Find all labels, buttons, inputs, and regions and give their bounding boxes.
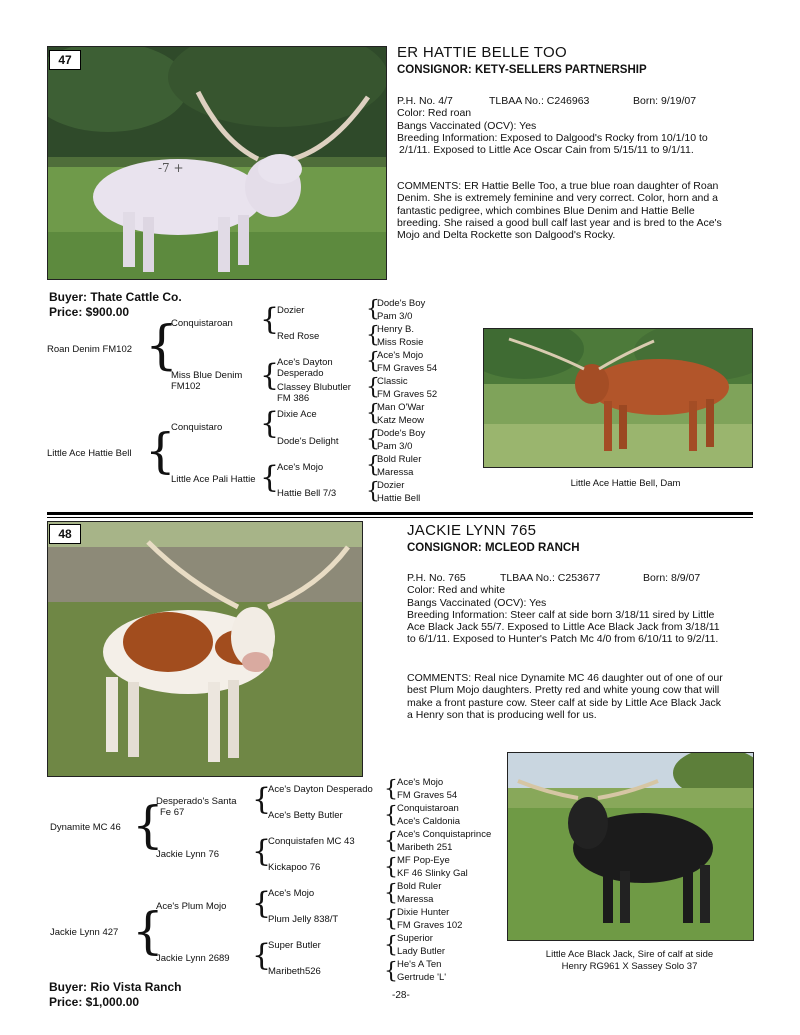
gen4-name: FM Graves 54	[397, 790, 458, 801]
gen4-name: Dixie Hunter	[397, 907, 450, 918]
gen4-name: FM Graves 52	[377, 389, 438, 400]
brace-icon: {	[260, 460, 280, 495]
gen4-name: Miss Rosie	[377, 337, 424, 348]
gen4-name: Bold Ruler	[397, 881, 442, 892]
lot48-sire-photo	[507, 752, 754, 941]
brace-icon: {	[384, 829, 398, 854]
dam-sire: Ace's Plum Mojo	[156, 901, 227, 912]
dam-dam: Little Ace Pali Hattie	[171, 474, 256, 485]
buyer: Buyer: Rio Vista Ranch	[49, 980, 182, 994]
comment-line: make a front pasture cow. Steer calf at side by Little Ace Black Jack	[407, 696, 721, 709]
color: Color: Red roan	[397, 107, 472, 120]
brace-icon: {	[145, 423, 176, 479]
lot48-buyer-block	[49, 980, 181, 1010]
gen3-name: Conquistafen MC 43	[268, 836, 355, 847]
dam: Jackie Lynn 427	[50, 927, 119, 938]
sire-sire-line: Fe 67	[160, 807, 185, 818]
dam-dam: Jackie Lynn 2689	[156, 953, 230, 964]
comment-line: breeding. She raised a good bull calf last year and is bred to the Ace's	[397, 216, 722, 229]
gen4-name: Bold Ruler	[377, 454, 422, 465]
gen3-name: Ace's Betty Butler	[268, 810, 343, 821]
sire: Dynamite MC 46	[50, 822, 121, 833]
gen3-name: Ace's Dayton Desperado	[268, 784, 373, 795]
gen4-name: Maressa	[397, 894, 434, 905]
gen4-name: Gertrude 'L'	[397, 972, 447, 983]
gen4-name: Maressa	[377, 467, 414, 478]
comment-line: best Plum Mojo daughters. Pretty red and white young cow that will	[407, 684, 720, 697]
gen3-name: Maribeth526	[268, 966, 321, 977]
brace-icon: {	[366, 297, 380, 322]
gen3-name: Red Rose	[277, 331, 320, 342]
lot47-consignor: CONSIGNOR: KETY-SELLERS PARTNERSHIP	[397, 64, 647, 76]
bangs-vaccinated: Bangs Vaccinated (OCV): Yes	[407, 596, 547, 609]
brace-icon: {	[260, 406, 280, 441]
gen3-line: Ace's Dayton	[277, 357, 333, 368]
brace-icon: {	[384, 777, 398, 802]
brace-icon: {	[260, 302, 280, 337]
gen4-name: FM Graves 54	[377, 363, 438, 374]
gen4-name: Ace's Conquistaprince	[397, 829, 492, 840]
comment-line: Mojo and Delta Rockette son Dalgood's Rocky.	[397, 229, 616, 242]
dam: Little Ace Hattie Bell	[47, 448, 132, 459]
breeding-line: Breeding Information: Steer calf at side born 3/18/11 sired by Little	[407, 608, 715, 621]
brace-icon: {	[260, 358, 280, 393]
born-date: Born: 9/19/07	[633, 95, 697, 107]
brace-icon: {	[252, 938, 272, 973]
gen4-name: Dode's Boy	[377, 428, 426, 439]
brace-icon: {	[384, 959, 398, 984]
sire: Roan Denim FM102	[47, 344, 133, 355]
gen3-name: Super Butler	[268, 940, 321, 951]
gen4-name: Ace's Mojo	[377, 350, 424, 361]
breeding-line: Ace Black Jack 55/7. Exposed to Little Ace Black Jack from 3/18/11	[407, 621, 720, 634]
gen4-name: MF Pop-Eye	[397, 855, 450, 866]
price: Price: $900.00	[49, 305, 130, 319]
lot48-consignor: CONSIGNOR: MCLEOD RANCH	[407, 542, 580, 554]
sire-sire	[156, 796, 237, 818]
breeding-line: 2/1/11. Exposed to Little Ace Oscar Cain from 5/15/11 to 9/1/11.	[399, 144, 694, 157]
gen4-name: He's A Ten	[397, 959, 442, 970]
svg-text:-7 +: -7 +	[158, 161, 184, 175]
sire-dam: Jackie Lynn 76	[156, 849, 220, 860]
gen4-name: Classic	[377, 376, 408, 387]
gen3-name: Dode's Delight	[277, 436, 339, 447]
brace-icon: {	[384, 803, 398, 828]
gen3-name: Ace's Mojo	[268, 888, 315, 899]
gen4-name: Hattie Bell	[377, 493, 421, 504]
caption-line: Little Ace Black Jack, Sire of calf at side	[545, 949, 714, 960]
brace-icon: {	[252, 782, 272, 817]
gen4-name: Superior	[397, 933, 433, 944]
brace-icon: {	[366, 453, 380, 478]
comment-line: a Henry son that is producing well for us.	[407, 708, 597, 721]
lot47-title: ER HATTIE BELLE TOO	[397, 44, 567, 61]
sire-sire: Conquistaroan	[171, 318, 233, 329]
brace-icon: {	[384, 881, 398, 906]
ph-number: P.H. No. 4/7	[397, 95, 453, 107]
brace-icon: {	[252, 886, 272, 921]
lot48-title: JACKIE LYNN 765	[407, 522, 537, 539]
gen4-name: KF 46 Slinky Gal	[397, 868, 468, 879]
gen4-name: FM Graves 102	[397, 920, 463, 931]
tlbaa-number: TLBAA No.: C246963	[489, 95, 590, 107]
buyer: Buyer: Thate Cattle Co.	[49, 290, 182, 304]
comment-line: fantastic pedigree, which combines Blue Denim and Hattie Belle	[397, 204, 695, 217]
brace-icon: {	[145, 316, 179, 376]
sire-dam-line: Miss Blue Denim	[171, 370, 243, 381]
brace-icon: {	[384, 855, 398, 880]
brace-icon: {	[252, 834, 272, 869]
dam-sire: Conquistaro	[171, 422, 223, 433]
gen3-line: FM 386	[277, 393, 310, 404]
brace-icon: {	[366, 323, 380, 348]
price: Price: $1,000.00	[49, 995, 140, 1009]
gen3-name: Plum Jelly 838/T	[268, 914, 339, 925]
sire-sire-line: Desperado's Santa	[156, 796, 237, 807]
brace-icon: {	[132, 796, 164, 854]
lot-number-badge: 48	[49, 524, 81, 544]
gen3-name: Dixie Ace	[277, 409, 317, 420]
gen4-name: Pam 3/0	[377, 441, 413, 452]
gen4-name: Man O'War	[377, 402, 425, 413]
breeding-line: to 6/1/11. Exposed to Hunter's Patch Mc 4/0 from 6/10/11 to 9/2/11.	[407, 633, 719, 646]
gen4-name: Ace's Mojo	[397, 777, 444, 788]
comment-line: COMMENTS: ER Hattie Belle Too, a true blue roan daughter of Roan	[397, 180, 719, 192]
comment-line: COMMENTS: Real nice Dynamite MC 46 daughter out of one of our	[407, 672, 723, 684]
gen4-name: Conquistaroan	[397, 803, 459, 814]
brace-icon: {	[366, 375, 380, 400]
born-date: Born: 8/9/07	[643, 572, 701, 584]
gen4-name: Maribeth 251	[397, 842, 453, 853]
color: Color: Red and white	[407, 584, 506, 597]
tlbaa-number: TLBAA No.: C253677	[500, 572, 601, 584]
brace-icon: {	[132, 902, 164, 960]
gen3-line: Desperado	[277, 368, 324, 379]
lot48-sire-caption	[507, 949, 752, 973]
brace-icon: {	[384, 907, 398, 932]
gen4-name: Henry B.	[377, 324, 414, 335]
brace-icon: {	[366, 427, 380, 452]
gen4-name: Ace's Caldonia	[397, 816, 461, 827]
brace-icon: {	[366, 349, 380, 374]
gen3-name: Ace's Mojo	[277, 462, 324, 473]
gen3-line: Classey Blubutler	[277, 382, 351, 393]
gen4-name: Lady Butler	[397, 946, 446, 957]
brace-icon: {	[366, 479, 380, 504]
gen4-name: Pam 3/0	[377, 311, 413, 322]
brace-icon: {	[366, 401, 380, 426]
page-number: -28-	[392, 990, 410, 1001]
gen4-name: Dozier	[377, 480, 405, 491]
gen3-name: Dozier	[277, 305, 305, 316]
comment-line: Denim. She is extremely feminine and very correct. Color, horn and a	[397, 192, 718, 205]
gen3-name: Kickapoo 76	[268, 862, 321, 873]
bangs-vaccinated: Bangs Vaccinated (OCV): Yes	[397, 119, 537, 132]
gen3-name: Hattie Bell 7/3	[277, 488, 337, 499]
sire-dam-line: FM102	[171, 381, 201, 392]
ph-number: P.H. No. 765	[407, 572, 466, 584]
caption-line: Henry RG961 X Sassey Solo 37	[561, 961, 698, 972]
gen4-name: Katz Meow	[377, 415, 424, 426]
lot-number-badge: 47	[49, 50, 81, 70]
brace-icon: {	[384, 933, 398, 958]
breeding-line: Breeding Information: Exposed to Dalgood's Rocky from 10/1/10 to	[397, 131, 708, 144]
caption-line: Little Ace Hattie Bell, Dam	[570, 478, 681, 489]
gen4-name: Dode's Boy	[377, 298, 426, 309]
